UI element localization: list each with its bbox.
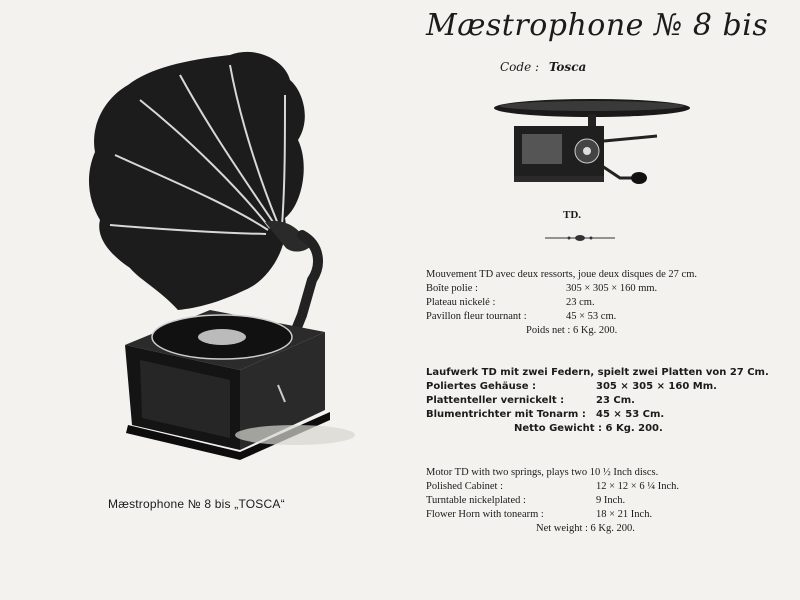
spec-key: Turntable nickelplated : <box>426 495 526 506</box>
spec-key: Blumentrichter mit Tonarm : <box>426 409 586 420</box>
spec-value: 45 × 53 cm. <box>566 311 617 322</box>
spec-row <box>426 282 766 296</box>
spec-value: 305 × 305 × 160 mm. <box>566 283 658 294</box>
spec-key: Poliertes Gehäuse : <box>426 381 536 392</box>
spec-value: 45 × 53 Cm. <box>596 409 665 420</box>
spec-key: Polished Cabinet : <box>426 481 503 492</box>
code-label: Code : <box>500 60 540 74</box>
spec-row <box>426 494 766 508</box>
spec-value: 12 × 12 × 6 ¼ Inch. <box>596 481 680 492</box>
spec-row <box>426 296 766 310</box>
spec-value: 9 Inch. <box>596 495 626 506</box>
spec-row <box>426 394 766 408</box>
spec-row <box>426 380 766 394</box>
spec-key: Boîte polie : <box>426 283 478 294</box>
spec-net-weight: Netto Gewicht : 6 Kg. 200. <box>514 423 663 434</box>
spec-key: Plattenteller vernickelt : <box>426 395 565 406</box>
spec-value: 305 × 305 × 160 Mm. <box>596 381 717 392</box>
spec-key: Plateau nickelé : <box>426 297 496 308</box>
mechanism-label: TD. <box>563 209 582 221</box>
spec-row <box>426 310 766 324</box>
mechanism-illustration <box>492 96 702 198</box>
code-value: Tosca <box>548 60 587 74</box>
spec-heading: Laufwerk TD mit zwei Federn, spielt zwei Platten von 27 Cm. <box>426 367 769 378</box>
spec-key: Flower Horn with tonearm : <box>426 509 544 520</box>
spec-french <box>426 268 766 338</box>
spec-row <box>426 408 766 422</box>
spec-heading: Motor TD with two springs, plays two 10 ½ Inch discs. <box>426 467 659 478</box>
spec-heading: Mouvement TD avec deux ressorts, joue deux disques de 27 cm. <box>426 269 697 280</box>
page-title: Mæstrophone № 8 bis <box>426 8 769 43</box>
spec-english <box>426 466 766 536</box>
spec-net-weight: Poids net : 6 Kg. 200. <box>526 325 618 336</box>
illustration-caption: Mæstrophone № 8 bis „TOSCA“ <box>108 497 285 511</box>
spec-key: Pavillon fleur tournant : <box>426 311 527 322</box>
spec-german <box>426 366 769 436</box>
product-code <box>500 60 700 74</box>
spec-row <box>426 480 766 494</box>
spec-value: 23 cm. <box>566 297 595 308</box>
gramophone-illustration <box>80 40 380 470</box>
spec-net-weight: Net weight : 6 Kg. 200. <box>536 523 635 534</box>
ornament-divider <box>545 232 615 244</box>
spec-value: 18 × 21 Inch. <box>596 509 653 520</box>
spec-value: 23 Cm. <box>596 395 635 406</box>
spec-row <box>426 508 766 522</box>
